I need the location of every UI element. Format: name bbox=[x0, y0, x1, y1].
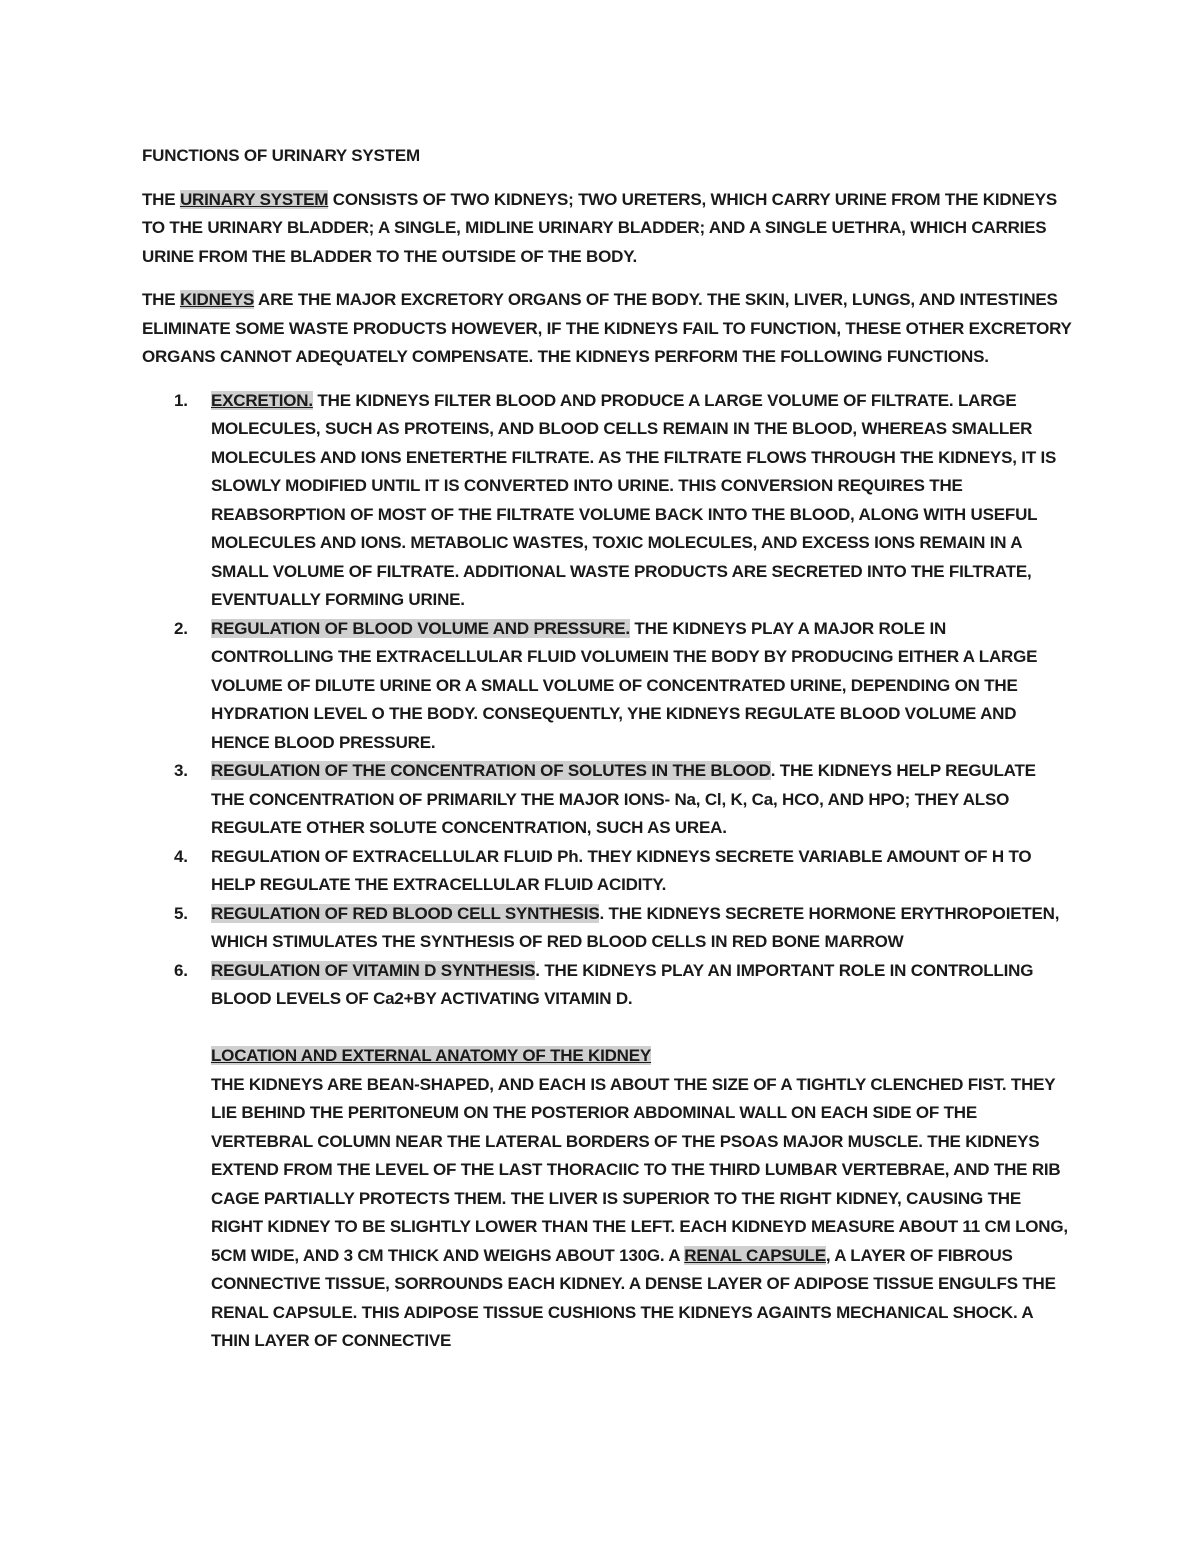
function-text: . THE KIDNEYS PLAY AN IMPORTANT ROLE IN CONTROLLING BLOOD LEVELS OF Ca2+BY ACTIVATING VITAMIN D. bbox=[211, 960, 1034, 1008]
kidneys-pre: THE bbox=[142, 290, 180, 309]
kidneys-paragraph bbox=[142, 286, 1072, 372]
functions-list bbox=[142, 387, 1072, 1014]
document-page bbox=[142, 142, 1072, 1356]
function-text: REGULATION OF EXTRACELLULAR FLUID Ph. THEY KIDNEYS SECRETE VARIABLE AMOUNT OF H TO HELP REGULATE THE EXTRACELLULAR FLUID ACIDITY. bbox=[211, 846, 1032, 894]
function-text: THE KIDNEYS PLAY A MAJOR ROLE IN CONTROLLING THE EXTRACELLULAR FLUID VOLUMEIN THE BODY BY PRODUCING EITHER A LARGE VOLUME OF DILUTE URINE OR A SMALL VOLUME OF CONCENTRATED URINE, DEPENDING ON THE HYDRATION LEVEL O THE BODY. CONSEQUENTLY, YHE KIDNEYS REGULATE BLOOD VOLUME AND HENCE BLOOD PRESSURE. bbox=[211, 618, 1038, 752]
list-item bbox=[142, 387, 1072, 615]
location-paragraph bbox=[211, 1071, 1072, 1356]
list-number: 5. bbox=[174, 903, 188, 923]
location-section bbox=[142, 1042, 1072, 1356]
list-number: 6. bbox=[174, 960, 188, 980]
list-item bbox=[142, 615, 1072, 758]
renal-capsule-highlight: RENAL CAPSULE bbox=[684, 1245, 826, 1265]
blank-line bbox=[142, 1014, 1072, 1043]
function-highlight: EXCRETION. bbox=[211, 390, 313, 410]
kidneys-highlight: KIDNEYS bbox=[179, 290, 255, 309]
list-number: 4. bbox=[174, 846, 188, 866]
function-highlight: REGULATION OF VITAMIN D SYNTHESIS bbox=[211, 960, 536, 980]
location-heading bbox=[211, 1042, 1072, 1071]
location-post: , A LAYER OF FIBROUS CONNECTIVE TISSUE, SORROUNDS EACH KIDNEY. A DENSE LAYER OF ADIPOSE TISSUE ENGULFS THE RENAL CAPSULE. THIS ADIPOSE TISSUE CUSHIONS THE KIDNEYS AGAINTS MECHANICAL SHOCK. A THIN LAYER OF CONNECTIVE bbox=[211, 1245, 1056, 1350]
list-item bbox=[142, 900, 1072, 957]
function-text: THE KIDNEYS FILTER BLOOD AND PRODUCE A LARGE VOLUME OF FILTRATE. LARGE MOLECULES, SUCH AS PROTEINS, AND BLOOD CELLS REMAIN IN THE BLOOD, WHEREAS SMALLER MOLECULES AND IONS ENETERTHE FILTRATE. AS THE FILTRATE FLOWS THROUGH THE KIDNEYS, IT IS SLOWLY MODIFIED UNTIL IT IS CONVERTED INTO URINE. THIS CONVERSION REQUIRES THE REABSORPTION OF MOST OF THE FILTRATE VOLUME BACK INTO THE BLOOD, ALONG WITH USEFUL MOLECULES AND IONS. METABOLIC WASTES, TOXIC MOLECULES, AND EXCESS IONS REMAIN IN A SMALL VOLUME OF FILTRATE. ADDITIONAL WASTE PRODUCTS ARE SECRETED INTO THE FILTRATE, EVENTUALLY FORMING URINE. bbox=[211, 390, 1057, 609]
function-highlight: REGULATION OF RED BLOOD CELL SYNTHESIS bbox=[211, 903, 600, 923]
list-number: 1. bbox=[174, 390, 188, 410]
list-item bbox=[142, 957, 1072, 1014]
function-highlight: REGULATION OF THE CONCENTRATION OF SOLUTES IN THE BLOOD bbox=[211, 761, 771, 780]
document-title: FUNCTIONS OF URINARY SYSTEM bbox=[142, 146, 420, 165]
intro-paragraph bbox=[142, 186, 1072, 272]
intro-pre: THE bbox=[142, 189, 180, 209]
function-text: . THE KIDNEYS HELP REGULATE THE CONCENTRATION OF PRIMARILY THE MAJOR IONS- Na, Cl, K, Ca, HCO, AND HPO; THEY ALSO REGULATE OTHER SOLUTE CONCENTRATION, SUCH AS UREA. bbox=[211, 761, 1036, 837]
location-heading-text: LOCATION AND EXTERNAL ANATOMY OF THE KIDNEY bbox=[211, 1046, 652, 1065]
list-number: 3. bbox=[174, 761, 188, 780]
list-number: 2. bbox=[174, 618, 188, 638]
kidneys-post: ARE THE MAJOR EXCRETORY ORGANS OF THE BODY. THE SKIN, LIVER, LUNGS, AND INTESTINES ELIMINATE SOME WASTE PRODUCTS HOWEVER, IF THE KIDNEYS FAIL TO FUNCTION, THESE OTHER EXCRETORY ORGANS CANNOT ADEQUATELY COMPENSATE. THE KIDNEYS PERFORM THE FOLLOWING FUNCTIONS. bbox=[142, 290, 1072, 366]
list-item bbox=[142, 757, 1072, 843]
urinary-system-highlight: URINARY SYSTEM bbox=[179, 189, 329, 209]
list-item bbox=[142, 843, 1072, 900]
function-highlight: REGULATION OF BLOOD VOLUME AND PRESSURE. bbox=[211, 618, 630, 638]
intro-post: CONSISTS OF TWO KIDNEYS; TWO URETERS, WHICH CARRY URINE FROM THE KIDNEYS TO THE URINARY BLADDER; A SINGLE, MIDLINE URINARY BLADDER; AND A SINGLE UETHRA, WHICH CARRIES URINE FROM THE BLADDER TO THE OUTSIDE OF THE BODY. bbox=[142, 189, 1057, 266]
function-text: . THE KIDNEYS SECRETE HORMONE ERYTHROPOIETEN, WHICH STIMULATES THE SYNTHESIS OF RED BLOOD CELLS IN RED BONE MARROW bbox=[211, 903, 1060, 951]
location-pre: THE KIDNEYS ARE BEAN-SHAPED, AND EACH IS ABOUT THE SIZE OF A TIGHTLY CLENCHED FIST. THEY LIE BEHIND THE PERITONEUM ON THE POSTERIOR ABDOMINAL WALL ON EACH SIDE OF THE VERTEBRAL COLUMN NEAR THE LATERAL BORDERS OF THE PSOAS MAJOR MUSCLE. THE KIDNEYS EXTEND FROM THE LEVEL OF THE LAST THORACIIC TO THE THIRD LUMBAR VERTEBRAE, AND THE RIB CAGE PARTIALLY PROTECTS THEM. THE LIVER IS SUPERIOR TO THE RIGHT KIDNEY, CAUSING THE RIGHT KIDNEY TO BE SLIGHTLY LOWER THAN THE LEFT. EACH KIDNEYD MEASURE ABOUT 11 CM LONG, 5CM WIDE, AND 3 CM THICK AND WEIGHS ABOUT 130G. A bbox=[211, 1074, 1068, 1265]
